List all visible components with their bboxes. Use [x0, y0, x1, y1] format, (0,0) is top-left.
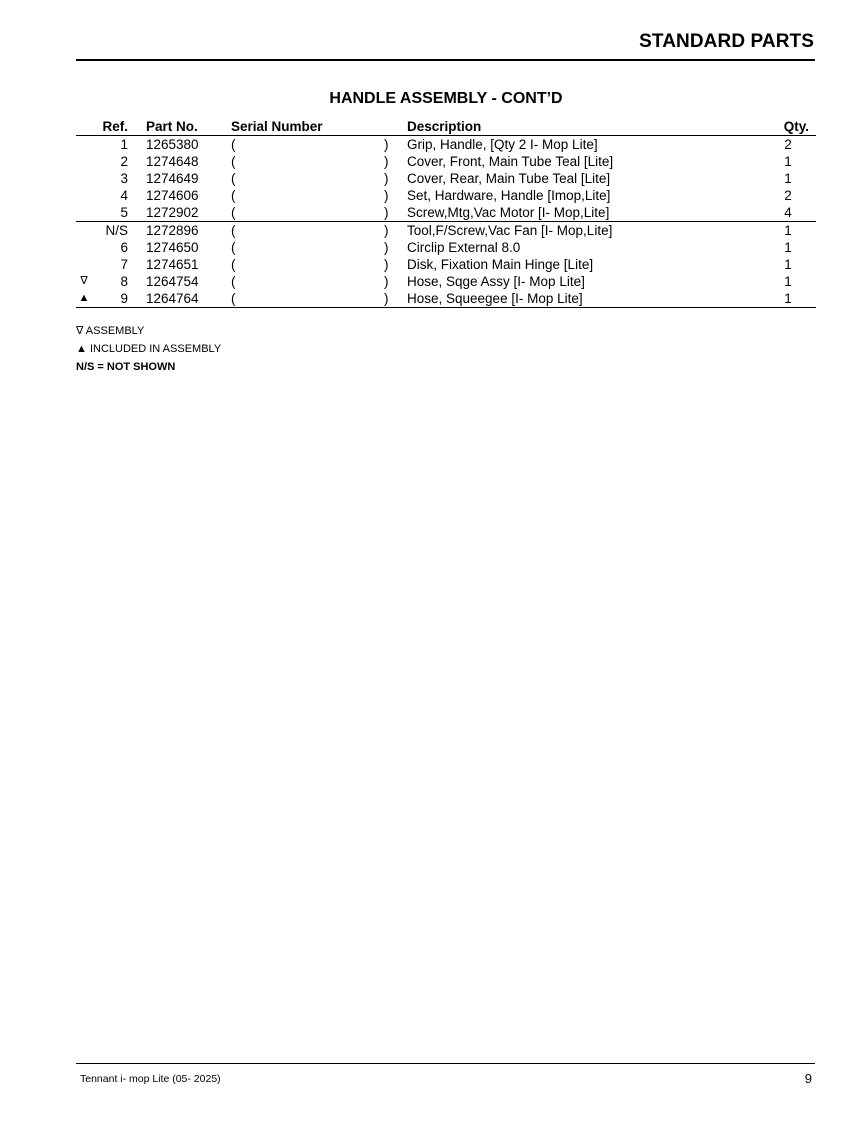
serial-close-paren: ): [384, 274, 389, 289]
serial-close-paren: ): [384, 188, 389, 203]
table-row: [76, 170, 816, 187]
legend-not-shown: N/S = NOT SHOWN: [76, 361, 176, 373]
ref-cell: N/S: [105, 223, 128, 238]
part-number-cell: 1272902: [146, 205, 199, 220]
serial-open-paren: (: [231, 257, 236, 272]
table-body: [76, 136, 816, 308]
description-cell: Cover, Rear, Main Tube Teal [Lite]: [407, 171, 611, 186]
qty-cell: 4: [784, 205, 792, 220]
description-cell: Cover, Front, Main Tube Teal [Lite]: [407, 154, 614, 169]
qty-cell: 2: [784, 188, 792, 203]
legend: [76, 325, 221, 379]
qty-cell: 1: [784, 257, 792, 272]
serial-close-paren: ): [384, 137, 389, 152]
table-header-row: [76, 118, 816, 136]
description-cell: Set, Hardware, Handle [Imop,Lite]: [407, 188, 611, 203]
description-cell: Circlip External 8.0: [407, 240, 521, 255]
part-number-cell: 1264754: [146, 274, 199, 289]
part-number-cell: 1274650: [146, 240, 199, 255]
page-header-title: STANDARD PARTS: [639, 31, 814, 52]
serial-open-paren: (: [231, 154, 236, 169]
serial-close-paren: ): [384, 205, 389, 220]
table-row: [76, 290, 816, 308]
row-marker: ∇: [80, 275, 88, 287]
part-number-cell: 1274649: [146, 171, 199, 186]
part-number-cell: 1272896: [146, 223, 199, 238]
serial-open-paren: (: [231, 188, 236, 203]
description-cell: Tool,F/Screw,Vac Fan [I- Mop,Lite]: [407, 223, 613, 238]
qty-cell: 1: [784, 291, 792, 306]
table-row: [76, 222, 816, 239]
row-marker: ▲: [78, 292, 90, 304]
legend-included-in-assembly: ▲ INCLUDED IN ASSEMBLY: [76, 343, 222, 355]
ref-cell: 6: [120, 240, 128, 255]
serial-open-paren: (: [231, 240, 236, 255]
serial-close-paren: ): [384, 171, 389, 186]
table-row: [76, 273, 816, 290]
header-divider: [76, 59, 815, 61]
ref-cell: 2: [120, 154, 128, 169]
description-cell: Hose, Squeegee [I- Mop Lite]: [407, 291, 583, 306]
serial-open-paren: (: [231, 291, 236, 306]
qty-cell: 1: [784, 223, 792, 238]
table-row: [76, 256, 816, 273]
serial-close-paren: ): [384, 240, 389, 255]
part-number-cell: 1274651: [146, 257, 199, 272]
serial-open-paren: (: [231, 205, 236, 220]
table-row: [76, 187, 816, 204]
table-row: [76, 204, 816, 222]
column-header-part-no: Part No.: [146, 119, 198, 134]
serial-open-paren: (: [231, 223, 236, 238]
table-row: [76, 239, 816, 256]
serial-close-paren: ): [384, 223, 389, 238]
part-number-cell: 1274606: [146, 188, 199, 203]
table-row: [76, 153, 816, 170]
ref-cell: 3: [120, 171, 128, 186]
ref-cell: 9: [120, 291, 128, 306]
part-number-cell: 1265380: [146, 137, 199, 152]
qty-cell: 1: [784, 154, 792, 169]
column-header-description: Description: [407, 119, 482, 134]
serial-close-paren: ): [384, 257, 389, 272]
qty-cell: 1: [784, 171, 792, 186]
column-header-ref: Ref.: [102, 119, 128, 134]
footer-document-title: Tennant i- mop Lite (05- 2025): [80, 1073, 221, 1085]
description-cell: Disk, Fixation Main Hinge [Lite]: [407, 257, 594, 272]
part-number-cell: 1274648: [146, 154, 199, 169]
footer-divider: [76, 1063, 815, 1064]
section-title: HANDLE ASSEMBLY - CONT’D: [329, 90, 563, 107]
ref-cell: 5: [120, 205, 128, 220]
qty-cell: 2: [784, 137, 792, 152]
ref-cell: 4: [120, 188, 128, 203]
part-number-cell: 1264764: [146, 291, 199, 306]
table-row: [76, 136, 816, 153]
parts-table: [76, 118, 816, 308]
serial-close-paren: ): [384, 291, 389, 306]
page-number: 9: [804, 1071, 812, 1086]
qty-cell: 1: [784, 240, 792, 255]
column-header-qty: Qty.: [783, 119, 809, 134]
description-cell: Grip, Handle, [Qty 2 I- Mop Lite]: [407, 137, 598, 152]
legend-assembly: ∇ ASSEMBLY: [76, 325, 145, 337]
qty-cell: 1: [784, 274, 792, 289]
serial-close-paren: ): [384, 154, 389, 169]
serial-open-paren: (: [231, 274, 236, 289]
description-cell: Screw,Mtg,Vac Motor [I- Mop,Lite]: [407, 205, 610, 220]
ref-cell: 8: [120, 274, 128, 289]
description-cell: Hose, Sqge Assy [I- Mop Lite]: [407, 274, 585, 289]
serial-open-paren: (: [231, 171, 236, 186]
column-header-serial-number: Serial Number: [231, 119, 323, 134]
ref-cell: 1: [120, 137, 128, 152]
serial-open-paren: (: [231, 137, 236, 152]
ref-cell: 7: [120, 257, 128, 272]
